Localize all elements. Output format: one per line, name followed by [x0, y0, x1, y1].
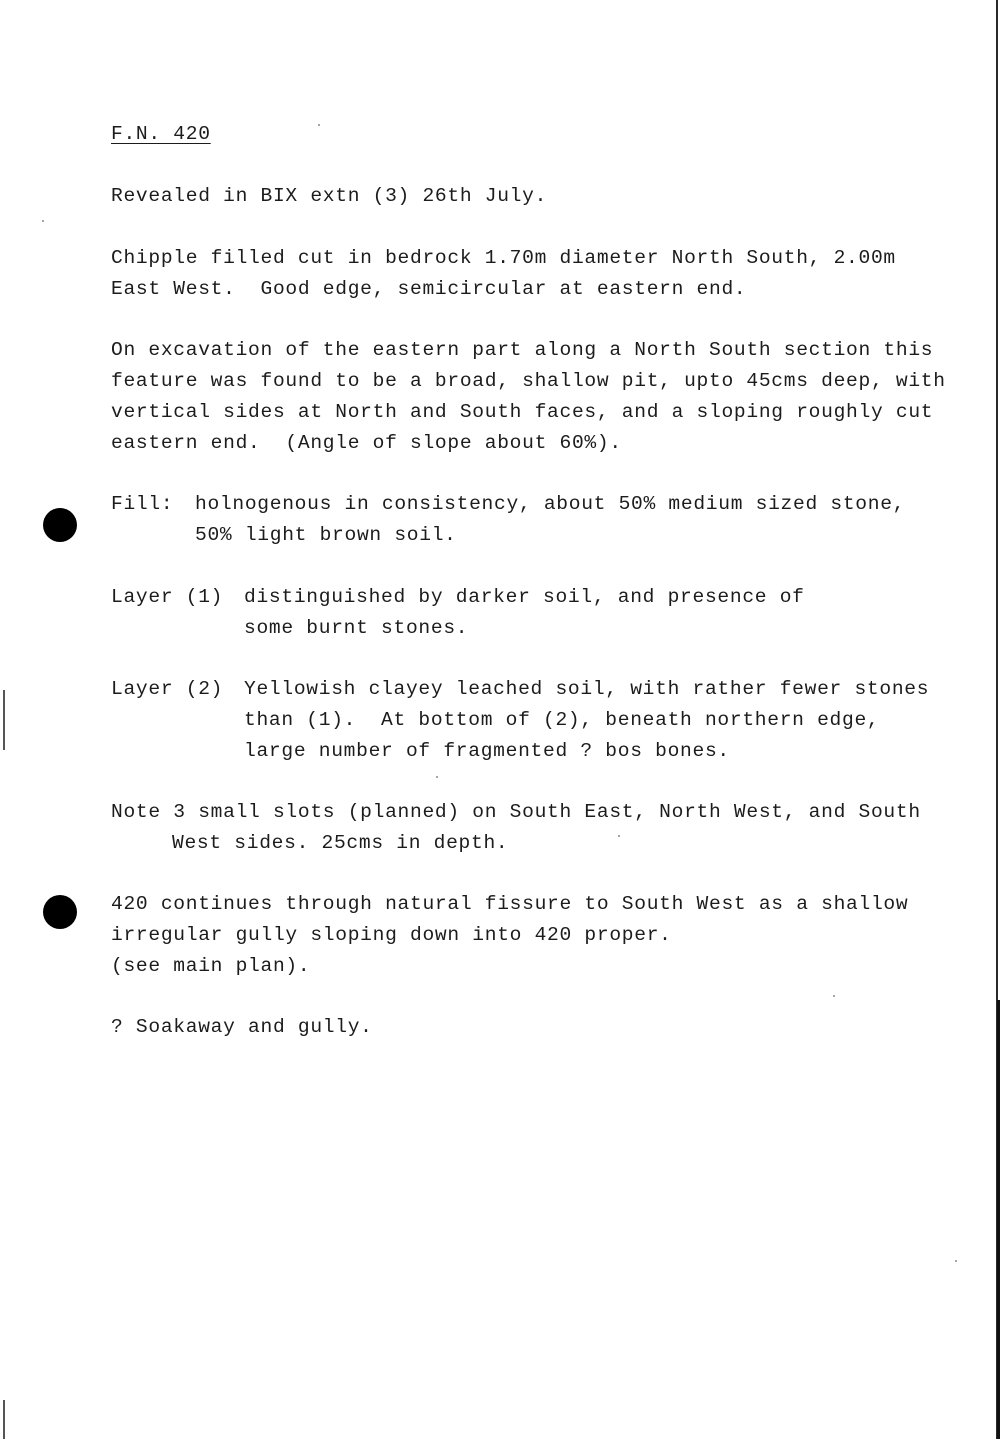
layer1-text-line: some burnt stones.	[244, 617, 469, 639]
paragraph-description-line: Chipple filled cut in bedrock 1.70m diameter North South, 2.00m	[111, 247, 896, 269]
layer2-label: Layer (2)	[111, 678, 224, 700]
layer2-text-line: Yellowish clayey leached soil, with rather fewer stones	[244, 678, 930, 700]
page-left-edge-mark	[3, 690, 5, 750]
scan-speck	[618, 835, 620, 837]
scan-speck	[318, 124, 320, 126]
paragraph-excavation-line: feature was found to be a broad, shallow pit, upto 45cms deep, with	[111, 370, 946, 392]
page-left-edge-mark	[3, 1400, 5, 1439]
paragraph-excavation-line: eastern end. (Angle of slope about 60%).	[111, 432, 622, 454]
paragraph-revealed: Revealed in BIX extn (3) 26th July.	[111, 185, 548, 207]
layer1-text-line: distinguished by darker soil, and presence of	[244, 586, 805, 608]
layer2-text-line: large number of fragmented ? bos bones.	[244, 740, 730, 762]
paragraph-excavation-line: vertical sides at North and South faces, and a sloping roughly cut	[111, 401, 934, 423]
scan-speck	[42, 220, 44, 222]
layer1-label: Layer (1)	[111, 586, 224, 608]
paragraph-continues-line: (see main plan).	[111, 955, 311, 977]
paragraph-excavation-line: On excavation of the eastern part along a North South section this	[111, 339, 934, 361]
punch-hole-icon	[43, 508, 77, 542]
note-line: West sides. 25cms in depth.	[172, 832, 509, 854]
paragraph-continues-line: 420 continues through natural fissure to South West as a shallow	[111, 893, 909, 915]
fill-label: Fill:	[111, 493, 174, 515]
scan-speck	[833, 995, 835, 997]
punch-hole-icon	[43, 895, 77, 929]
paragraph-soakaway: ? Soakaway and gully.	[111, 1016, 373, 1038]
fill-text-line: 50% light brown soil.	[195, 524, 457, 546]
scan-speck	[955, 1260, 957, 1262]
page-title: F.N. 420	[111, 123, 211, 145]
fill-text-line: holnogenous in consistency, about 50% medium sized stone,	[195, 493, 906, 515]
scan-speck	[436, 776, 438, 778]
paragraph-continues-line: irregular gully sloping down into 420 proper.	[111, 924, 672, 946]
paragraph-description-line: East West. Good edge, semicircular at eastern end.	[111, 278, 747, 300]
note-line: Note 3 small slots (planned) on South East, North West, and South	[111, 801, 921, 823]
layer2-text-line: than (1). At bottom of (2), beneath northern edge,	[244, 709, 880, 731]
